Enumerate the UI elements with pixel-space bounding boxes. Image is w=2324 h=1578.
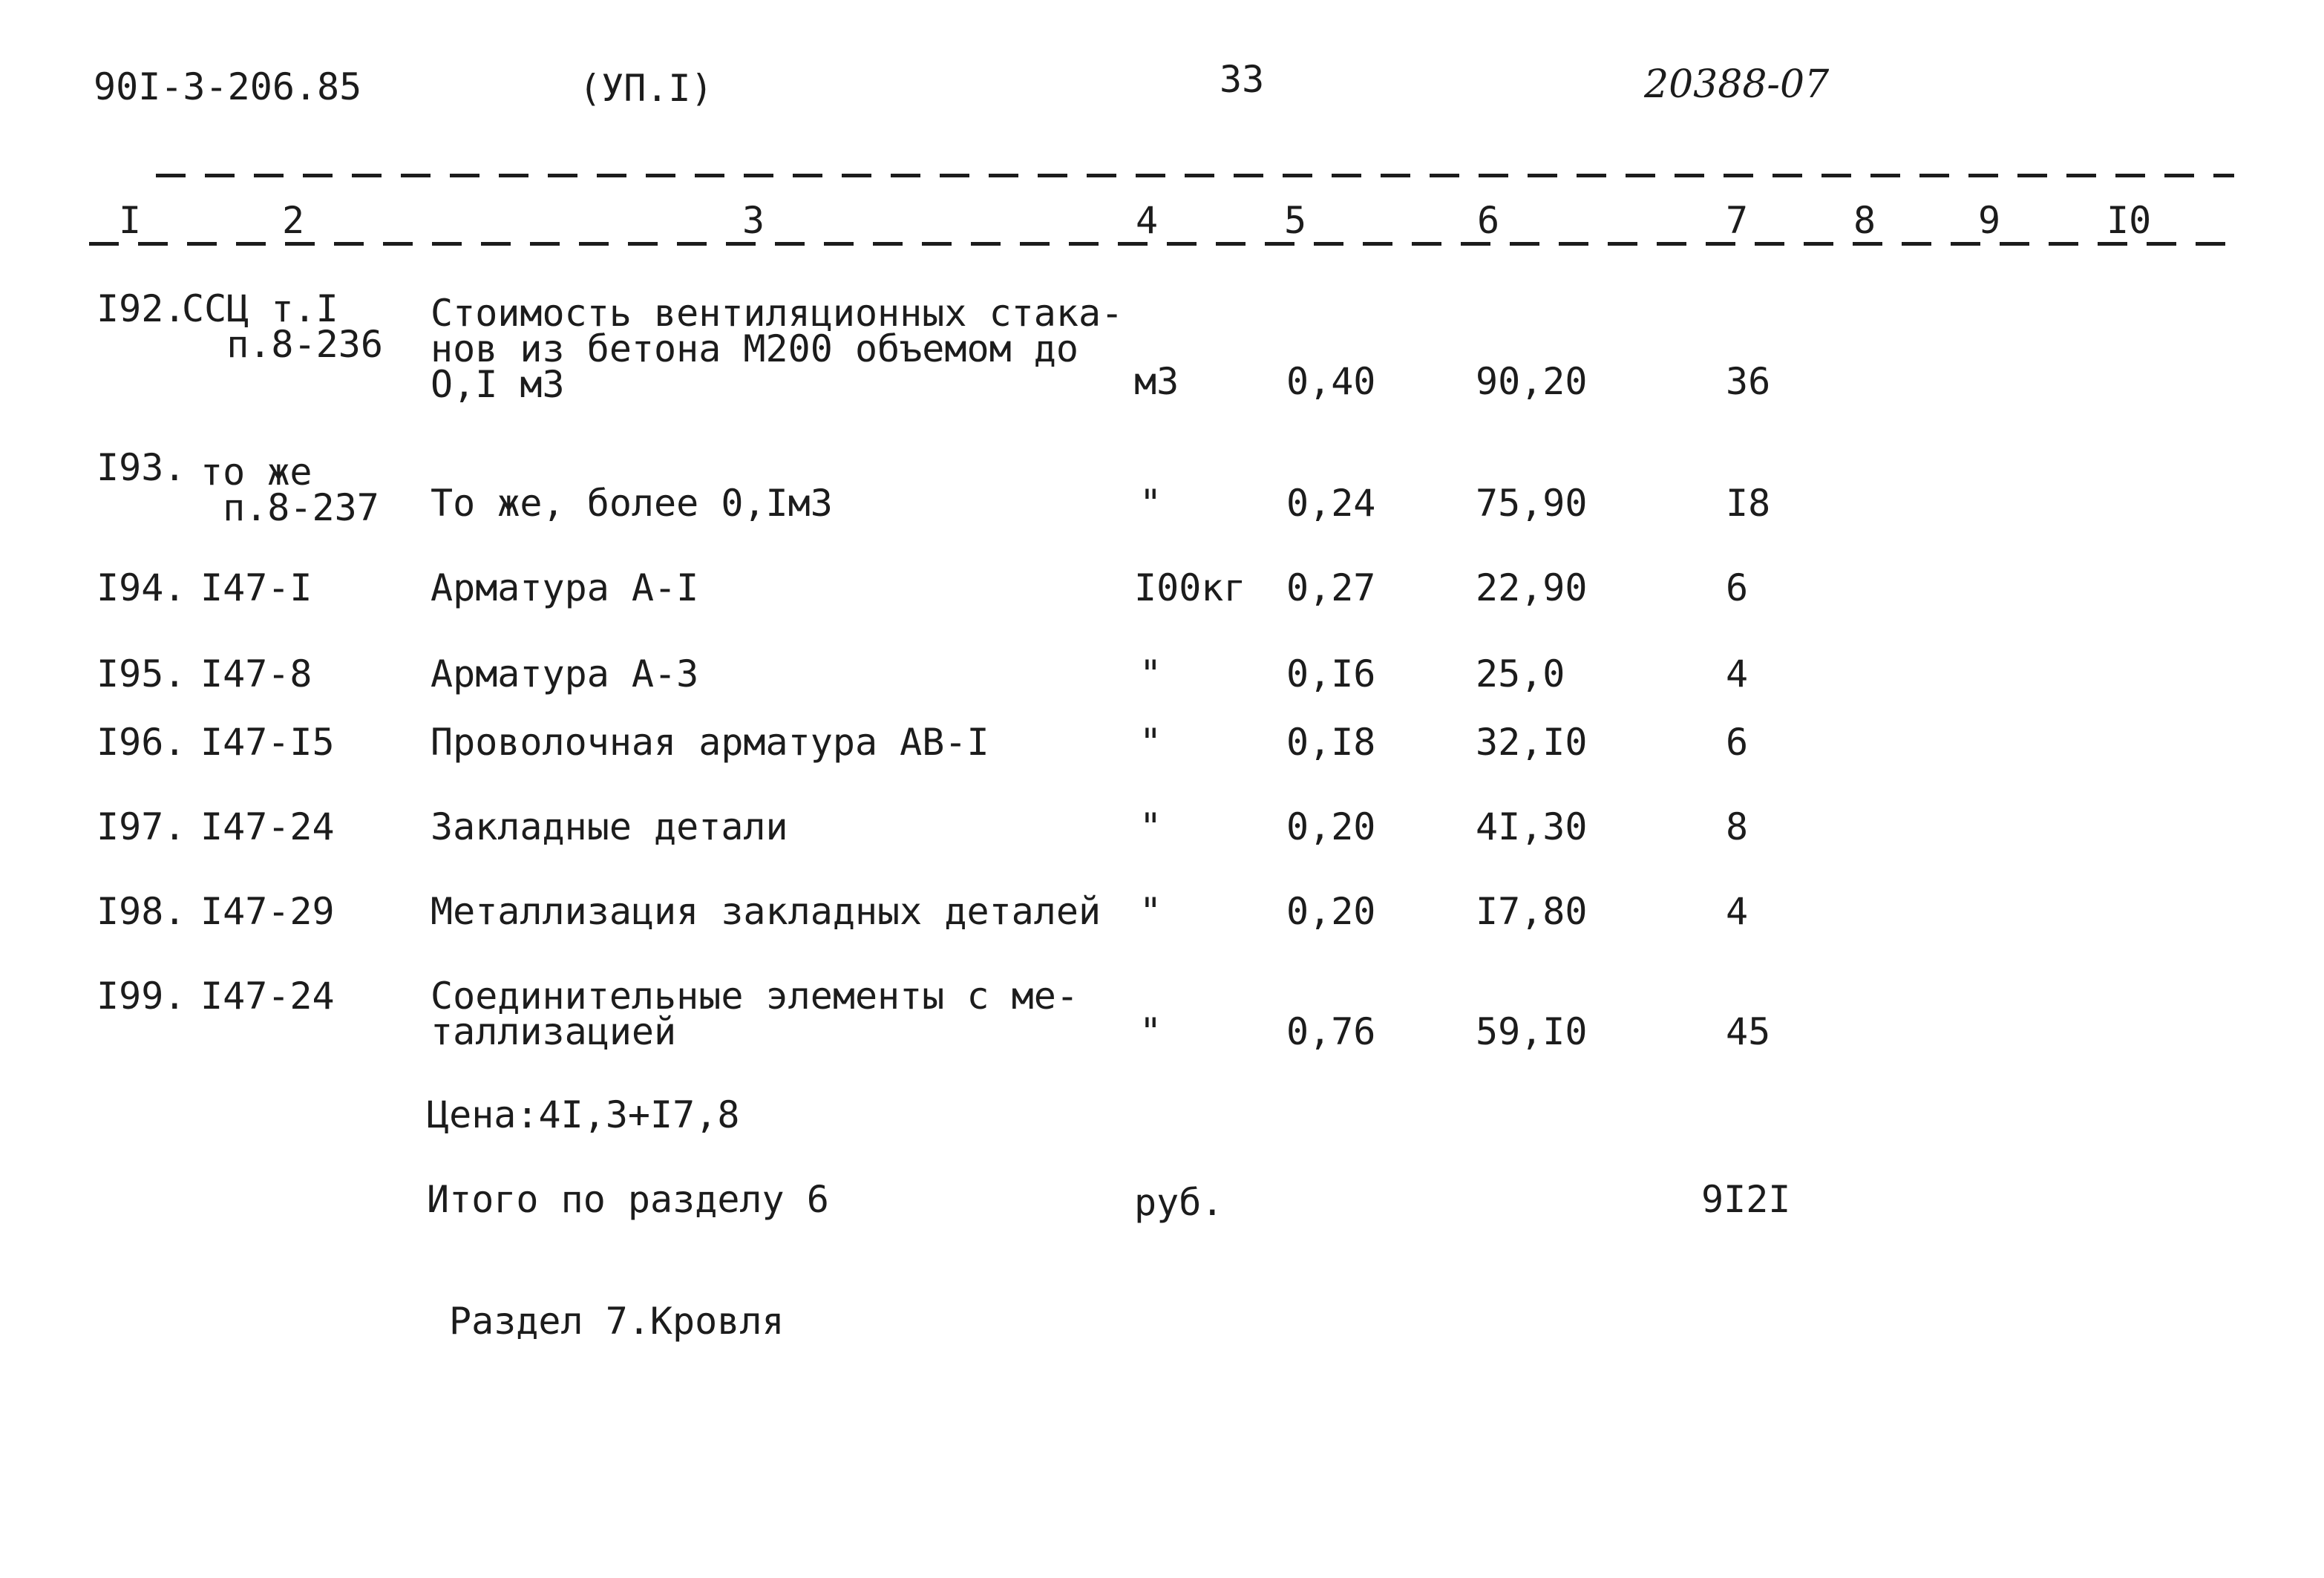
subtotal-value: 9I2I — [1701, 1178, 1791, 1221]
row-unit: м3 — [1134, 360, 1179, 403]
row-unit: " — [1139, 652, 1162, 695]
row-reference: I47-I5 — [200, 721, 335, 764]
column-header-7: 7 — [1726, 199, 1749, 242]
column-header-4: 4 — [1136, 199, 1159, 242]
row-total: 36 — [1726, 360, 1771, 403]
row-reference: I47-29 — [200, 890, 335, 933]
row-quantity: 0,27 — [1286, 566, 1376, 609]
page-number: 33 — [1220, 58, 1265, 101]
column-header-9: 9 — [1978, 199, 2001, 242]
row-description: Закладные детали — [431, 805, 788, 848]
row-number: I96. — [96, 721, 186, 764]
row-total: I8 — [1726, 482, 1771, 525]
column-header-6: 6 — [1477, 199, 1500, 242]
row-unit: " — [1139, 805, 1162, 848]
header-rule-top — [156, 174, 2234, 177]
price-note: Цена:4I,3+I7,8 — [427, 1093, 740, 1136]
row-reference: ССЦ т.I п.8-236 — [182, 287, 383, 366]
row-total: 8 — [1726, 805, 1749, 848]
column-header-5: 5 — [1284, 199, 1307, 242]
column-header-1: I — [119, 199, 142, 242]
row-unit: " — [1139, 890, 1162, 933]
row-number: I94. — [96, 566, 186, 609]
subtotal-label: Итого по разделу 6 — [427, 1178, 829, 1221]
row-quantity: 0,24 — [1286, 482, 1376, 525]
row-description: Арматура А-I — [431, 566, 699, 609]
row-description: То же, более 0,Iм3 — [431, 482, 833, 525]
row-total: 6 — [1726, 721, 1749, 764]
row-quantity: 0,I8 — [1286, 721, 1376, 764]
row-description: Проволочная арматура АВ-I — [431, 721, 989, 764]
row-number: I95. — [96, 652, 186, 695]
row-total: 45 — [1726, 1010, 1771, 1053]
row-total: 4 — [1726, 890, 1749, 933]
row-description: Арматура А-3 — [431, 652, 699, 695]
subtotal-unit: руб. — [1134, 1181, 1224, 1224]
row-unit: " — [1139, 482, 1162, 525]
row-unit-price: 22,90 — [1476, 566, 1588, 609]
row-total: 4 — [1726, 652, 1749, 695]
row-unit-price: 32,I0 — [1476, 721, 1588, 764]
row-number: I99. — [96, 975, 186, 1018]
row-unit: " — [1139, 1010, 1162, 1053]
row-quantity: 0,40 — [1286, 360, 1376, 403]
row-quantity: 0,20 — [1286, 890, 1376, 933]
section-heading: Раздел 7.Кровля — [449, 1300, 785, 1343]
row-quantity: 0,76 — [1286, 1010, 1376, 1053]
header-rule-bottom — [89, 242, 2242, 246]
row-unit-price: 4I,30 — [1476, 805, 1588, 848]
row-reference: I47-8 — [200, 652, 312, 695]
row-unit: I00кг — [1134, 566, 1246, 609]
row-unit-price: 59,I0 — [1476, 1010, 1588, 1053]
row-reference: то же п.8-237 — [200, 451, 379, 529]
row-reference: I47-I — [200, 566, 312, 609]
row-unit-price: 90,20 — [1476, 360, 1588, 403]
row-reference: I47-24 — [200, 805, 335, 848]
row-number: I93. — [96, 446, 186, 489]
row-total: 6 — [1726, 566, 1749, 609]
row-number: I92. — [96, 287, 186, 330]
row-reference: I47-24 — [200, 975, 335, 1018]
row-description: Металлизация закладных деталей — [431, 890, 1102, 933]
column-header-10: I0 — [2107, 199, 2152, 242]
row-description: Стоимость вентиляционных стака- нов из бетона М200 объемом до О,I м3 — [431, 292, 1124, 406]
row-number: I98. — [96, 890, 186, 933]
row-unit-price: 75,90 — [1476, 482, 1588, 525]
column-header-3: 3 — [742, 199, 765, 242]
row-unit-price: 25,0 — [1476, 652, 1565, 695]
row-quantity: 0,20 — [1286, 805, 1376, 848]
document-code: 90I-3-206.85 — [94, 65, 362, 108]
row-unit: " — [1139, 721, 1162, 764]
row-unit-price: I7,80 — [1476, 890, 1588, 933]
inventory-number: 20388-07 — [1644, 62, 1830, 107]
row-number: I97. — [96, 805, 186, 848]
row-quantity: 0,I6 — [1286, 652, 1376, 695]
column-header-2: 2 — [282, 199, 305, 242]
column-header-8: 8 — [1853, 199, 1876, 242]
album-label: (УП.I) — [579, 67, 713, 110]
row-description: Соединительные элементы с ме- таллизацией — [431, 975, 1078, 1053]
